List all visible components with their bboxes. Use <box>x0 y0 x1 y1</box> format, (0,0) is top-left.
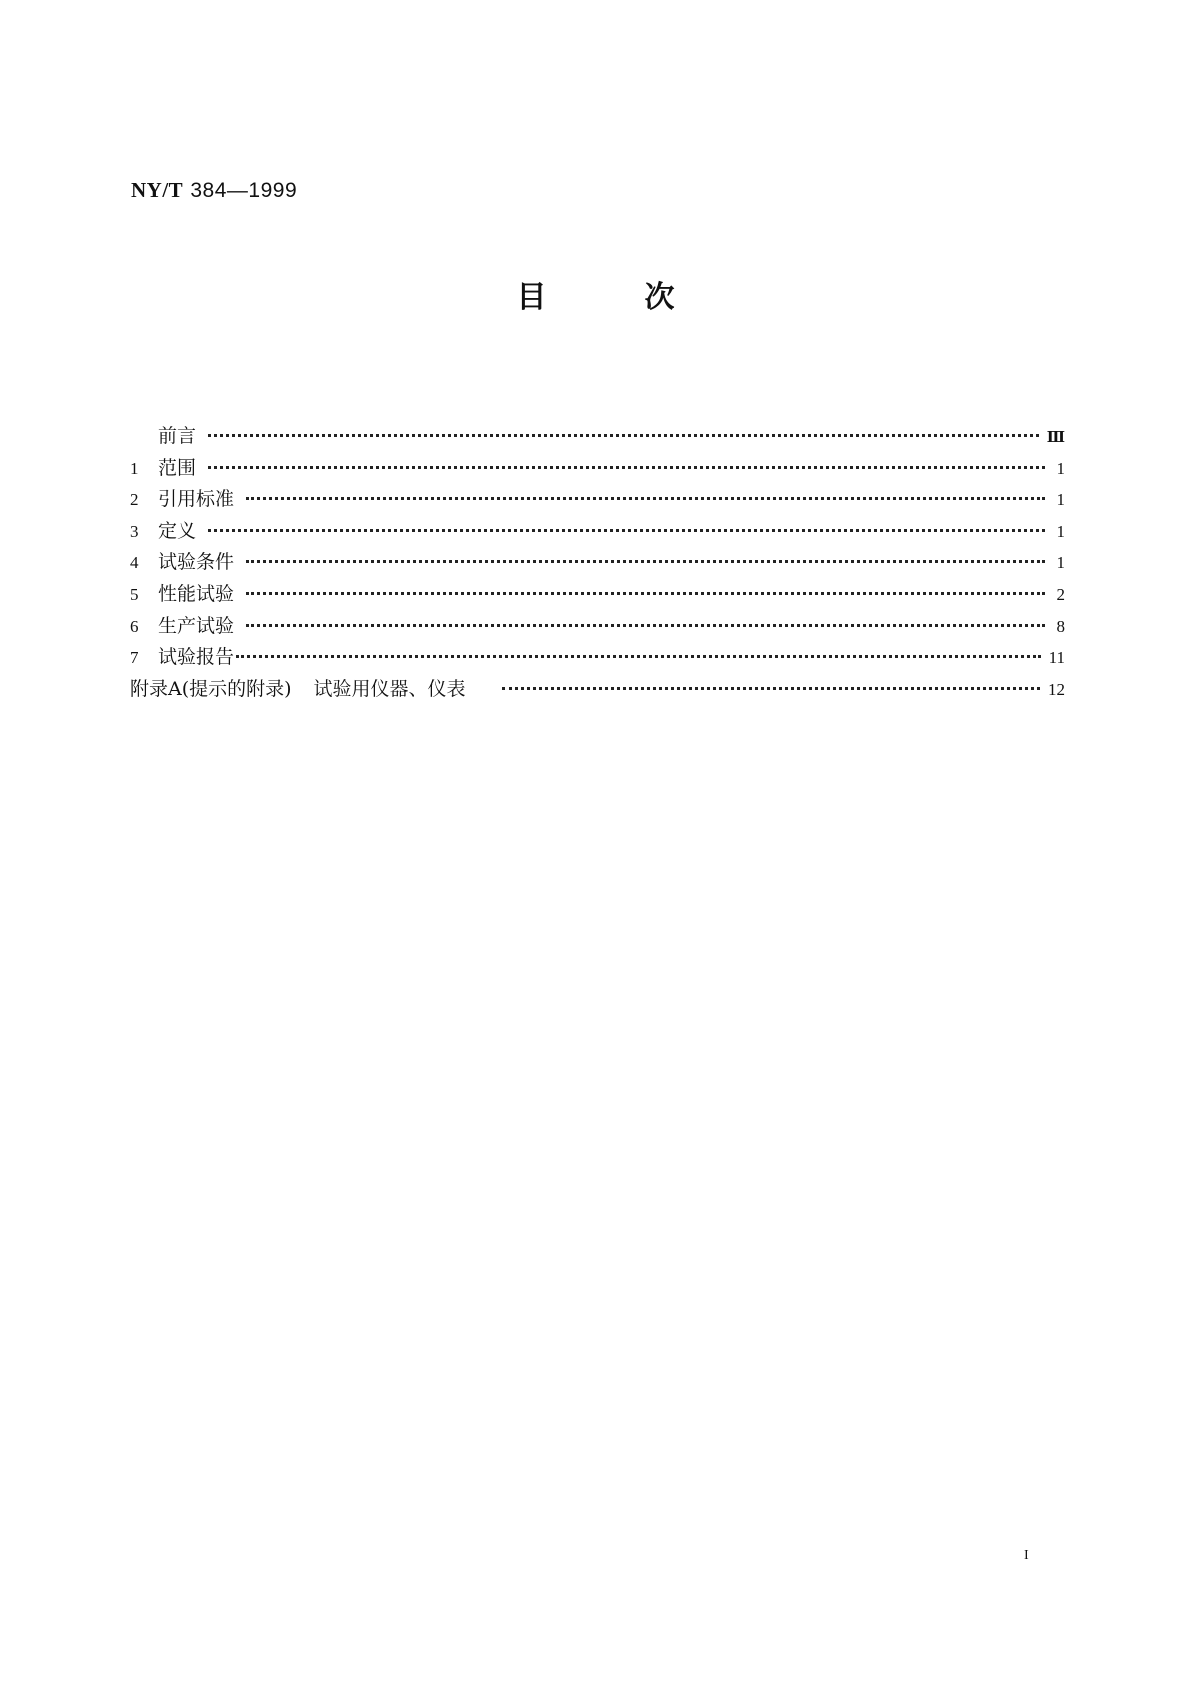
toc-leader-dots <box>246 592 1045 595</box>
standard-number <box>131 178 297 203</box>
toc-sublabel: 试验用仪器、仪表 <box>313 677 466 700</box>
toc-leader-dots <box>502 687 1040 690</box>
toc-page-number: 1 <box>1056 521 1065 541</box>
toc-page-number: 2 <box>1056 584 1065 604</box>
toc-page-number: 1 <box>1056 458 1065 478</box>
toc-page-number: 11 <box>1048 648 1065 668</box>
toc-label: 引用标准 <box>158 488 235 511</box>
toc-leader-dots <box>246 560 1045 563</box>
toc-number: 6 <box>130 616 139 636</box>
page-title: 目次 <box>516 280 773 315</box>
toc-label: 生产试验 <box>158 614 235 637</box>
toc-label: 定义 <box>158 519 197 542</box>
standard-prefix: NY/T <box>131 178 184 202</box>
page-number: I <box>1024 1548 1029 1563</box>
toc-entry-test-report[interactable] <box>130 642 1065 674</box>
toc-leader-dots <box>246 624 1045 627</box>
toc-entry-definitions[interactable] <box>130 516 1065 548</box>
toc-leader-dots <box>236 655 1041 658</box>
toc-number: 4 <box>130 553 139 573</box>
toc-entry-performance-test[interactable] <box>130 579 1065 611</box>
toc-leader-dots <box>208 529 1045 532</box>
toc-label: 性能试验 <box>158 582 235 605</box>
toc-leader-dots <box>208 434 1039 437</box>
toc-label: 试验条件 <box>158 551 235 574</box>
toc-label: 前言 <box>158 425 197 447</box>
table-of-contents <box>130 421 1065 705</box>
toc-entry-foreword[interactable] <box>130 421 1065 453</box>
toc-page-number: 8 <box>1056 616 1065 636</box>
toc-page-number: 1 <box>1056 553 1065 573</box>
toc-entry-scope[interactable] <box>130 453 1065 485</box>
toc-entry-normative-references[interactable] <box>130 484 1065 516</box>
toc-leader-dots <box>246 497 1045 500</box>
toc-number: 3 <box>130 521 139 541</box>
toc-entry-production-test[interactable] <box>130 611 1065 643</box>
toc-number: 2 <box>130 490 139 510</box>
toc-entry-test-conditions[interactable] <box>130 547 1065 579</box>
toc-number: 1 <box>130 458 139 478</box>
standard-code: 384—1999 <box>190 179 298 202</box>
toc-number: 7 <box>130 648 139 668</box>
toc-page-number: 12 <box>1048 679 1065 699</box>
toc-leader-dots <box>208 466 1045 469</box>
toc-entry-appendix-a[interactable] <box>130 674 1065 706</box>
toc-page-number: 1 <box>1056 490 1065 510</box>
toc-label: 附录A(提示的附录) <box>130 677 292 700</box>
toc-page-number: Ⅲ <box>1046 430 1065 446</box>
toc-number: 5 <box>130 584 139 604</box>
toc-label: 范围 <box>158 456 197 479</box>
toc-label: 试验报告 <box>158 646 235 669</box>
